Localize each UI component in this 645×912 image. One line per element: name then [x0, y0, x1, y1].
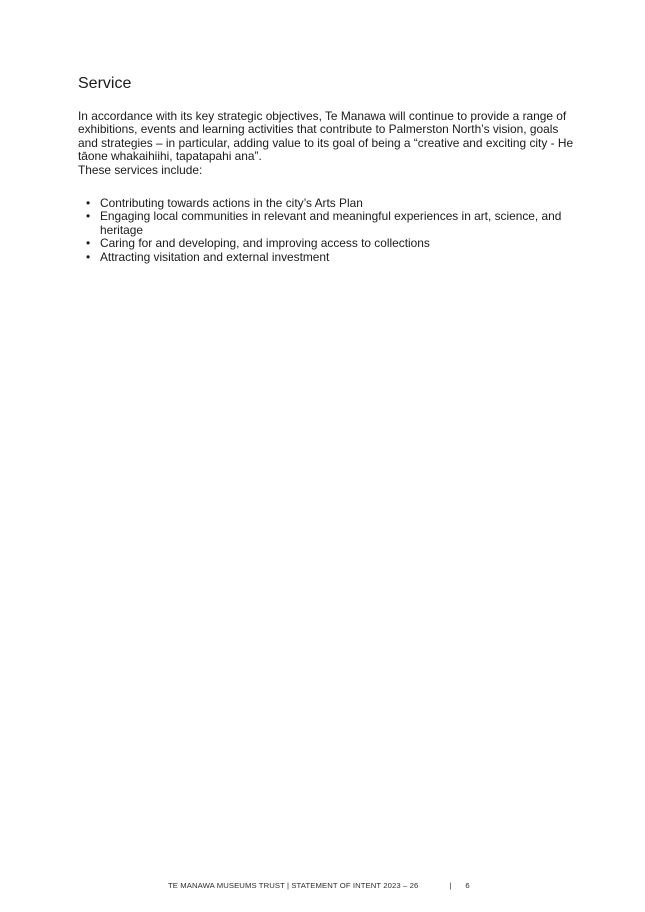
bullet-icon: •: [86, 209, 91, 224]
footer-page-number: 6: [465, 881, 470, 890]
list-item: [78, 237, 574, 250]
document-content: [78, 75, 576, 264]
intro-paragraph: In accordance with its key strategic objectives, Te Manawa will continue to provide a range of exhibitions, events and learning activities that contribute to Palmerston North’s vision, goals and strategies – in particular, adding value to its goal of being a “creative and exciting city - He tāone whakaihiihi, tapatapahi ana”.: [78, 109, 574, 164]
page-title: Service: [78, 75, 132, 92]
list-item-text: Contributing towards actions in the city’s Arts Plan: [100, 196, 363, 211]
bullet-icon: •: [86, 236, 91, 251]
list-item: [78, 210, 574, 237]
list-item-text: Caring for and developing, and improving access to collections: [100, 236, 430, 251]
bullet-icon: •: [86, 249, 91, 264]
bullet-icon: •: [86, 196, 91, 211]
list-item-text: Engaging local communities in relevant and meaningful experiences in art, science, and heritage: [100, 209, 562, 237]
footer-document-title: TE MANAWA MUSEUMS TRUST | STATEMENT OF INTENT 2023 – 26: [168, 881, 419, 890]
services-bullet-list: [78, 197, 574, 264]
list-item-text: Attracting visitation and external investment: [100, 249, 330, 264]
footer-separator: |: [449, 881, 452, 890]
list-item: [78, 197, 574, 210]
page-footer: [0, 879, 645, 893]
services-intro-line: These services include:: [78, 162, 203, 177]
list-item: [78, 251, 574, 264]
